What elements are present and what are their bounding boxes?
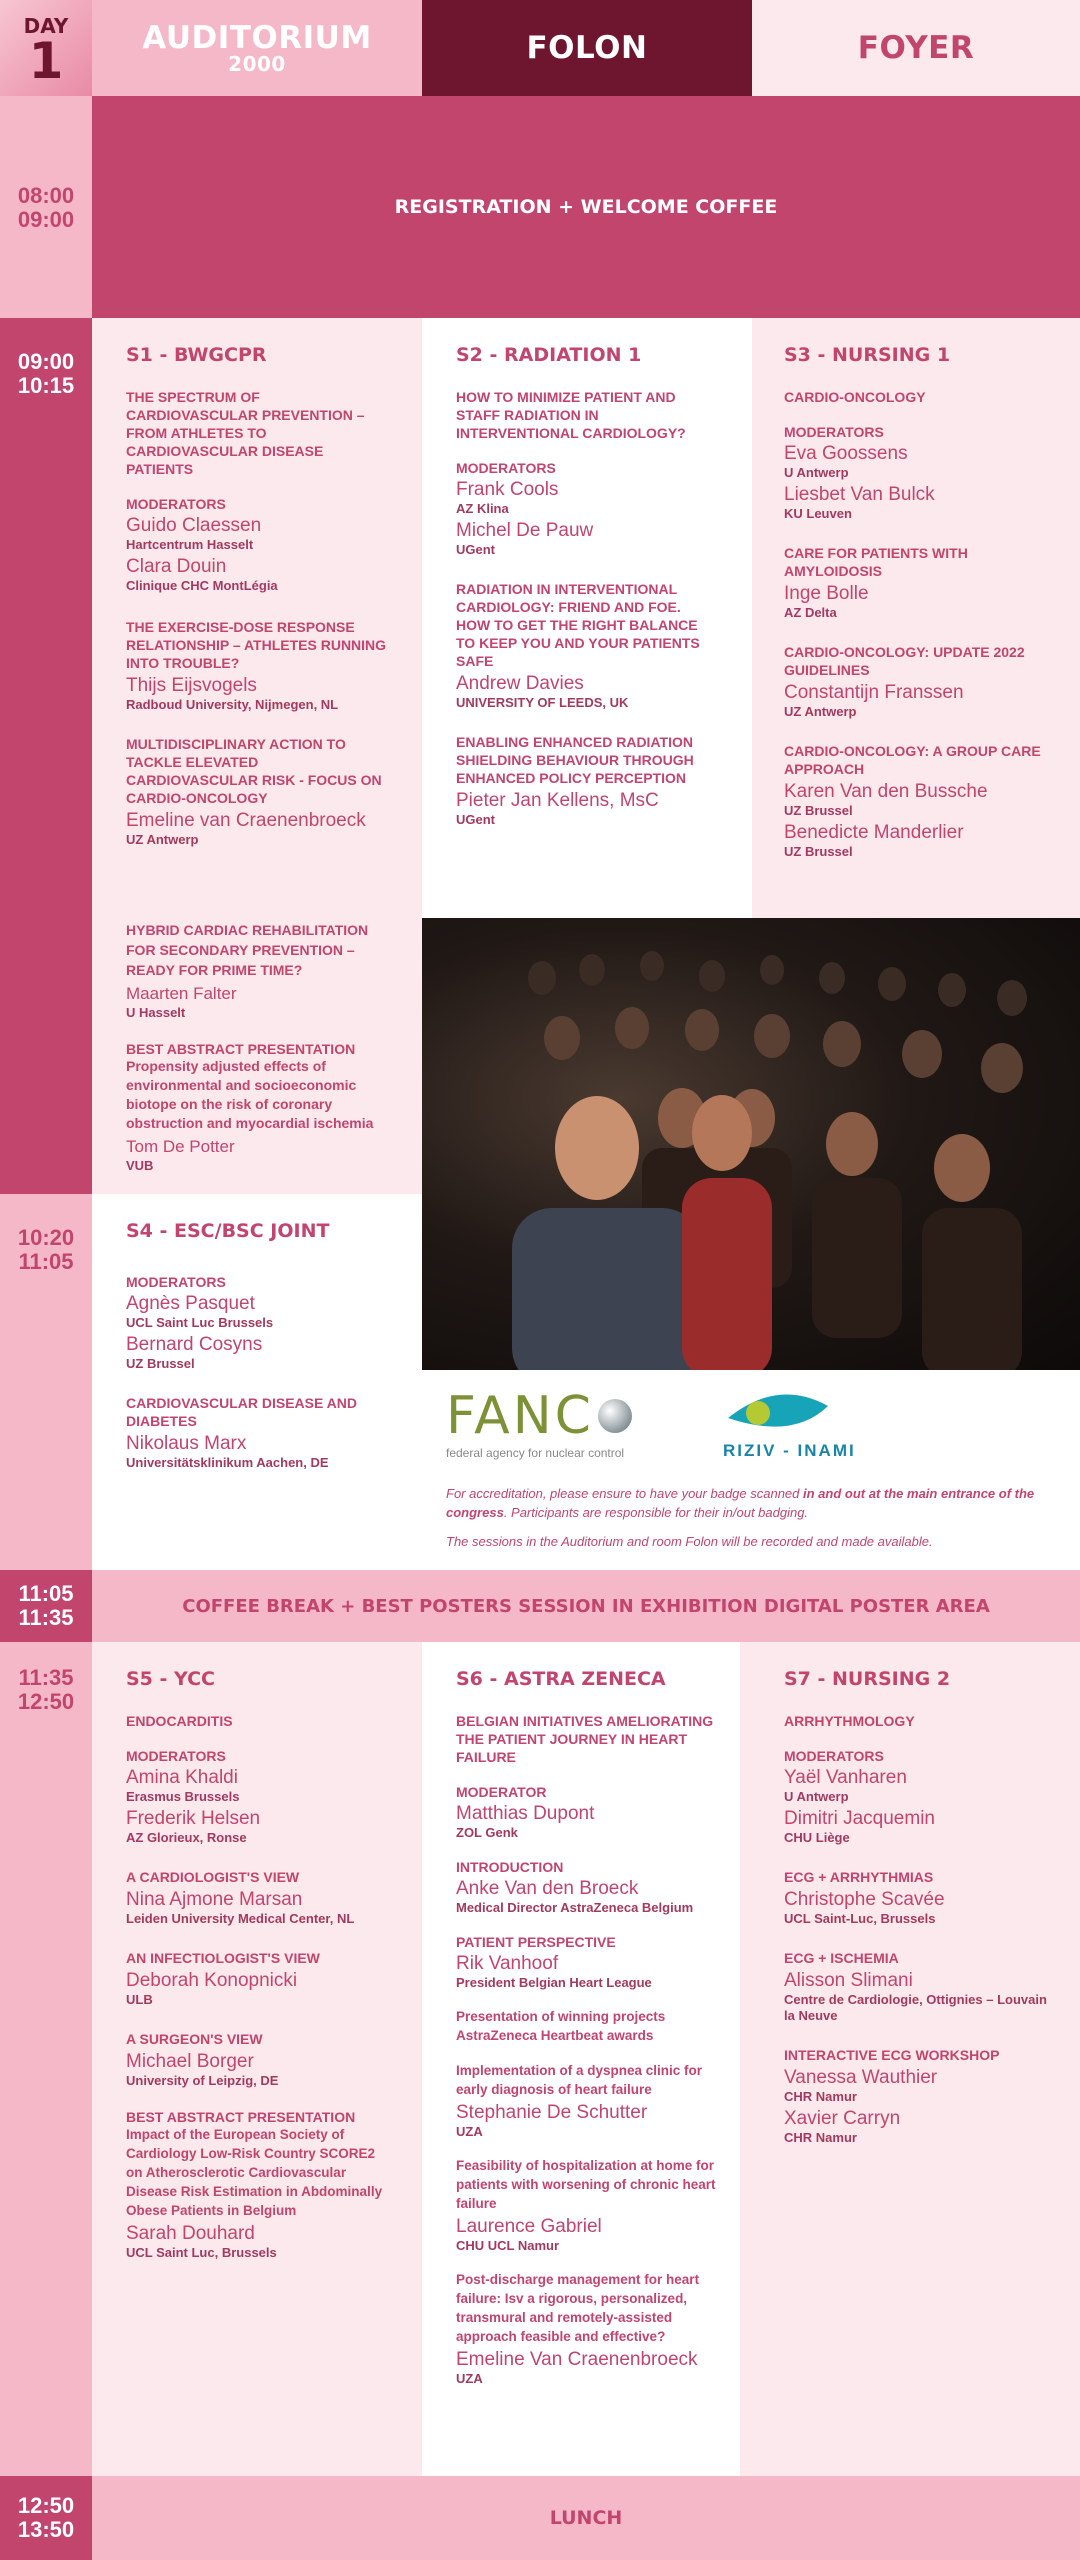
affiliation: CHR Namur: [784, 2130, 857, 2145]
affiliation: President Belgian Heart League: [456, 1975, 652, 1990]
topic: THE EXERCISE-DOSE RESPONSE RELATIONSHIP – ATHLETES RUNNING INTO TROUBLE?: [126, 619, 387, 671]
topic: INTERACTIVE ECG WORKSHOP: [784, 2047, 1000, 2063]
time-end: 09:00: [17, 207, 75, 232]
affiliation: VUB: [126, 1158, 154, 1173]
topic: BELGIAN INITIATIVES AMELIORATING THE PATIENT JOURNEY IN HEART FAILURE: [456, 1713, 714, 1765]
moderators-label: MODERATORS: [126, 496, 226, 512]
speaker: Karen Van den Bussche: [784, 781, 988, 802]
affiliation: U Antwerp: [784, 1789, 849, 1804]
speaker: Rik Vanhoof: [456, 1953, 559, 1974]
topic: THE SPECTRUM OF CARDIOVASCULAR PREVENTION – FROM ATHLETES TO CARDIOVASCULAR DISEASE PATIENTS: [126, 389, 365, 477]
affiliation: ULB: [126, 1992, 153, 2007]
session-title: S6 - ASTRA ZENECA: [456, 1668, 666, 1690]
day-badge: [0, 0, 92, 96]
speaker: Nikolaus Marx: [126, 1433, 247, 1454]
session-s2: [422, 318, 752, 918]
agenda-item: Post-discharge management for heart failure: Isv a rigorous, personalized, transmural and remotely-assisted approach feasible and effective?: [456, 2272, 700, 2344]
moderators-label: MODERATORS: [784, 424, 884, 440]
session-s3: [752, 318, 1080, 918]
affiliation: UCL Saint Luc Brussels: [126, 1315, 274, 1330]
affiliation: Centre de Cardiologie, Ottignies – Louvain la Neuve: [784, 1992, 1047, 2023]
affiliation: UZ Brussel: [784, 844, 853, 859]
room-auditorium-sub: 2000: [228, 52, 286, 76]
speaker: Vanessa Wauthier: [784, 2067, 938, 2088]
topic: ECG + ARRHYTHMIAS: [784, 1869, 934, 1885]
speaker: Benedicte Manderlier: [784, 822, 964, 843]
topic: CARDIO-ONCOLOGY: UPDATE 2022 GUIDELINES: [784, 644, 1025, 678]
time-lunch: [0, 2476, 92, 2560]
time-end: 12:50: [17, 1689, 75, 1714]
lunch-block: [92, 2476, 1080, 2560]
moderator: Bernard Cosyns: [126, 1334, 263, 1355]
speaker: Tom De Potter: [126, 1137, 235, 1156]
session-s7: [740, 1642, 1080, 2476]
agenda-item: Presentation of winning projects AstraZeneca Heartbeat awards: [456, 2009, 666, 2043]
affiliation: UZA: [456, 2371, 483, 2386]
speaker: Xavier Carryn: [784, 2108, 901, 2129]
time-s5: [0, 1642, 92, 2476]
topic: CARDIO-ONCOLOGY: A GROUP CARE APPROACH: [784, 743, 1041, 777]
topic: AN INFECTIOLOGIST'S VIEW: [126, 1950, 320, 1966]
moderators-label: MODERATORS: [784, 1748, 884, 1764]
moderators-label: MODERATORS: [126, 1748, 226, 1764]
moderator-label: MODERATOR: [456, 1784, 547, 1800]
session-title: S4 - ESC/BSC JOINT: [126, 1220, 330, 1242]
topic: HYBRID CARDIAC REHABILITATION FOR SECONDARY PREVENTION – READY FOR PRIME TIME?: [126, 922, 369, 978]
agenda-item: Feasibility of hospitalization at home for patients with worsening of chronic heart failure: [456, 2158, 716, 2211]
affiliation: UZ Antwerp: [126, 832, 199, 847]
affiliation: UZA: [456, 2124, 483, 2139]
session-s4: [92, 1194, 422, 1570]
topic: ARRHYTHMOLOGY: [784, 1713, 915, 1729]
affiliation: AZ Klina: [456, 501, 509, 516]
room-auditorium-name: AUDITORIUM: [142, 20, 372, 56]
affiliation: Leiden University Medical Center, NL: [126, 1911, 355, 1926]
session-title: S1 - BWGCPR: [126, 344, 267, 366]
speaker: Laurence Gabriel: [456, 2216, 602, 2237]
session-s1: [92, 318, 422, 1194]
coffee-break-title: COFFEE BREAK + BEST POSTERS SESSION IN EXHIBITION DIGITAL POSTER AREA: [182, 1595, 990, 1617]
topic: CARDIOVASCULAR DISEASE AND DIABETES: [126, 1395, 358, 1429]
audience-photo: [422, 918, 1080, 1370]
time-coffee: [0, 1570, 92, 1642]
time-start: 09:00: [17, 349, 75, 374]
session-title: S2 - RADIATION 1: [456, 344, 642, 366]
affiliation: University of Leipzig, DE: [126, 2073, 279, 2088]
speaker: Deborah Konopnicki: [126, 1970, 298, 1991]
affiliation: CHU UCL Namur: [456, 2238, 560, 2253]
speaker: Christophe Scavée: [784, 1889, 945, 1910]
topic: A SURGEON'S VIEW: [126, 2031, 263, 2047]
time-start: 11:05: [18, 1581, 74, 1606]
speaker: Andrew Davies: [456, 673, 584, 694]
time-registration: [0, 96, 92, 318]
room-foyer: [752, 0, 1080, 96]
affiliation: UZ Antwerp: [784, 704, 857, 719]
topic: ENABLING ENHANCED RADIATION SHIELDING BEHAVIOUR THROUGH ENHANCED POLICY PERCEPTION: [456, 734, 694, 786]
moderators-label: MODERATORS: [126, 1274, 226, 1290]
affiliation: Clinique CHC MontLégia: [126, 578, 278, 593]
affiliation: KU Leuven: [784, 506, 852, 521]
agenda-item: Implementation of a dyspnea clinic for early diagnosis of heart failure: [456, 2063, 703, 2097]
room-auditorium: [92, 0, 422, 96]
topic: HOW TO MINIMIZE PATIENT AND STAFF RADIATION IN INTERVENTIONAL CARDIOLOGY?: [456, 389, 686, 441]
affiliation: UNIVERSITY OF LEEDS, UK: [456, 695, 629, 710]
affiliation: UZ Brussel: [784, 803, 853, 818]
affiliation: Erasmus Brussels: [126, 1789, 240, 1804]
lunch-title: LUNCH: [549, 2507, 623, 2529]
fanc-logo: [446, 1388, 691, 1460]
affiliation: CHR Namur: [784, 2089, 857, 2104]
moderator: Eva Goossens: [784, 443, 908, 464]
topic: CARE FOR PATIENTS WITH AMYLOIDOSIS: [784, 545, 968, 579]
topic: RADIATION IN INTERVENTIONAL CARDIOLOGY: FRIEND AND FOE. HOW TO GET THE RIGHT BALANCE TO KEEP YOU AND YOUR PATIENTS SAFE: [456, 581, 700, 669]
speaker: Nina Ajmone Marsan: [126, 1889, 303, 1910]
speaker: Emeline Van Craenenbroeck: [456, 2349, 698, 2370]
affiliation: U Hasselt: [126, 1005, 186, 1020]
speaker: Stephanie De Schutter: [456, 2102, 648, 2123]
abstract-text: Impact of the European Society of Cardiology Low-Risk Country SCORE2 on Atherosclerotic Cardiovascular Disease Risk Estimation in Abdominally Obese Patients in Belgium: [126, 2127, 383, 2218]
session-title: S5 - YCC: [126, 1668, 215, 1690]
affiliation: AZ Delta: [784, 605, 837, 620]
affiliation: Hartcentrum Hasselt: [126, 537, 254, 552]
moderator: Frank Cools: [456, 479, 559, 500]
moderator: Frederik Helsen: [126, 1808, 261, 1829]
accreditation-note: [446, 1484, 1056, 1522]
registration-title: REGISTRATION + WELCOME COFFEE: [394, 196, 778, 218]
speaker: Alisson Slimani: [784, 1970, 913, 1991]
time-end: 11:05: [18, 1249, 74, 1274]
time-start: 08:00: [17, 183, 75, 208]
note-part: For accreditation, please ensure to have your badge scanned: [446, 1486, 804, 1501]
audience-illustration: [422, 918, 1080, 1370]
affiliation: AZ Glorieux, Ronse: [126, 1830, 247, 1845]
recording-note: The sessions in the Auditorium and room Folon will be recorded and made available.: [446, 1534, 933, 1549]
time-end: 11:35: [18, 1605, 74, 1630]
room-foyer-name: FOYER: [857, 30, 975, 66]
topic: MULTIDISCIPLINARY ACTION TO TACKLE ELEVATED CARDIOVASCULAR RISK - FOCUS ON CARDIO-ONCOLOGY: [126, 736, 382, 806]
abstract-text: Propensity adjusted effects of environmental and socioeconomic biotope on the risk of coronary obstruction and myocardial ischemia: [126, 1058, 374, 1131]
time-end: 13:50: [17, 2517, 75, 2542]
abstract-label: BEST ABSTRACT PRESENTATION: [126, 1041, 356, 1057]
room-folon: [422, 0, 752, 96]
moderator: Yaël Vanharen: [784, 1767, 907, 1788]
introduction-label: INTRODUCTION: [456, 1859, 564, 1875]
day-label: DAY: [23, 14, 69, 38]
affiliation: Universitätsklinikum Aachen, DE: [126, 1455, 329, 1470]
moderators-label: MODERATORS: [456, 460, 556, 476]
session-title: S3 - NURSING 1: [784, 344, 951, 366]
speaker: Emeline van Craenenbroeck: [126, 810, 366, 831]
time-s1: [0, 318, 92, 1194]
room-folon-name: FOLON: [526, 30, 648, 66]
affiliation: UZ Brussel: [126, 1356, 195, 1371]
fanc-subtitle: federal agency for nuclear control: [446, 1446, 625, 1460]
moderator: Michel De Pauw: [456, 520, 594, 541]
speaker: Michael Borger: [126, 2051, 254, 2072]
riziv-logo: [723, 1388, 873, 1461]
affiliation: U Antwerp: [784, 465, 849, 480]
time-start: 11:35: [18, 1665, 74, 1690]
affiliation: UGent: [456, 542, 495, 557]
day-number: 1: [28, 32, 64, 90]
note-emphasis: in and out at the main entrance of the congress: [446, 1486, 1035, 1520]
moderator: Guido Claessen: [126, 515, 262, 536]
moderator: Amina Khaldi: [126, 1767, 238, 1788]
riziv-eye-icon: [723, 1388, 833, 1438]
time-start: 12:50: [17, 2493, 75, 2518]
fanc-logo-text: FANC: [446, 1386, 594, 1446]
speaker: Sarah Douhard: [126, 2223, 255, 2244]
topic: CARDIO-ONCOLOGY: [784, 389, 926, 405]
affiliation: CHU Liège: [784, 1830, 850, 1845]
moderator: Dimitri Jacquemin: [784, 1808, 935, 1829]
topic: ECG + ISCHEMIA: [784, 1950, 899, 1966]
affiliation: Medical Director AstraZeneca Belgium: [456, 1900, 694, 1915]
session-s6: [422, 1642, 740, 2476]
moderator: Matthias Dupont: [456, 1803, 595, 1824]
coffee-break-block: [92, 1570, 1080, 1642]
patient-perspective-label: PATIENT PERSPECTIVE: [456, 1934, 616, 1950]
topic: A CARDIOLOGIST'S VIEW: [126, 1869, 300, 1885]
moderator: Clara Douin: [126, 556, 227, 577]
session-title: S7 - NURSING 2: [784, 1668, 951, 1690]
affiliation: ZOL Genk: [456, 1825, 518, 1840]
speaker: Constantijn Franssen: [784, 682, 964, 703]
fanc-sphere-icon: [598, 1399, 632, 1433]
registration-block: [92, 96, 1080, 318]
speaker: Inge Bolle: [784, 583, 869, 604]
abstract-label: BEST ABSTRACT PRESENTATION: [126, 2109, 356, 2125]
affiliation: UCL Saint Luc, Brussels: [126, 2245, 277, 2260]
speaker: Anke Van den Broeck: [456, 1878, 639, 1899]
affiliation: UCL Saint-Luc, Brussels: [784, 1911, 936, 1926]
speaker: Pieter Jan Kellens, MsC: [456, 790, 659, 811]
affiliation: UGent: [456, 812, 495, 827]
speaker: Maarten Falter: [126, 984, 237, 1003]
moderator: Liesbet Van Bulck: [784, 484, 935, 505]
session-s5: [92, 1642, 422, 2476]
note-part: . Participants are responsible for their in/out badging.: [503, 1505, 809, 1520]
time-s4: [0, 1194, 92, 1570]
affiliation: Radboud University, Nijmegen, NL: [126, 697, 339, 712]
topic: ENDOCARDITIS: [126, 1713, 233, 1729]
speaker: Thijs Eijsvogels: [126, 675, 257, 696]
riziv-logo-text: RIZIV - INAMI: [723, 1441, 856, 1460]
moderator: Agnès Pasquet: [126, 1293, 255, 1314]
sponsors-area: [422, 1370, 1080, 1570]
time-end: 10:15: [17, 373, 75, 398]
time-start: 10:20: [17, 1225, 75, 1250]
